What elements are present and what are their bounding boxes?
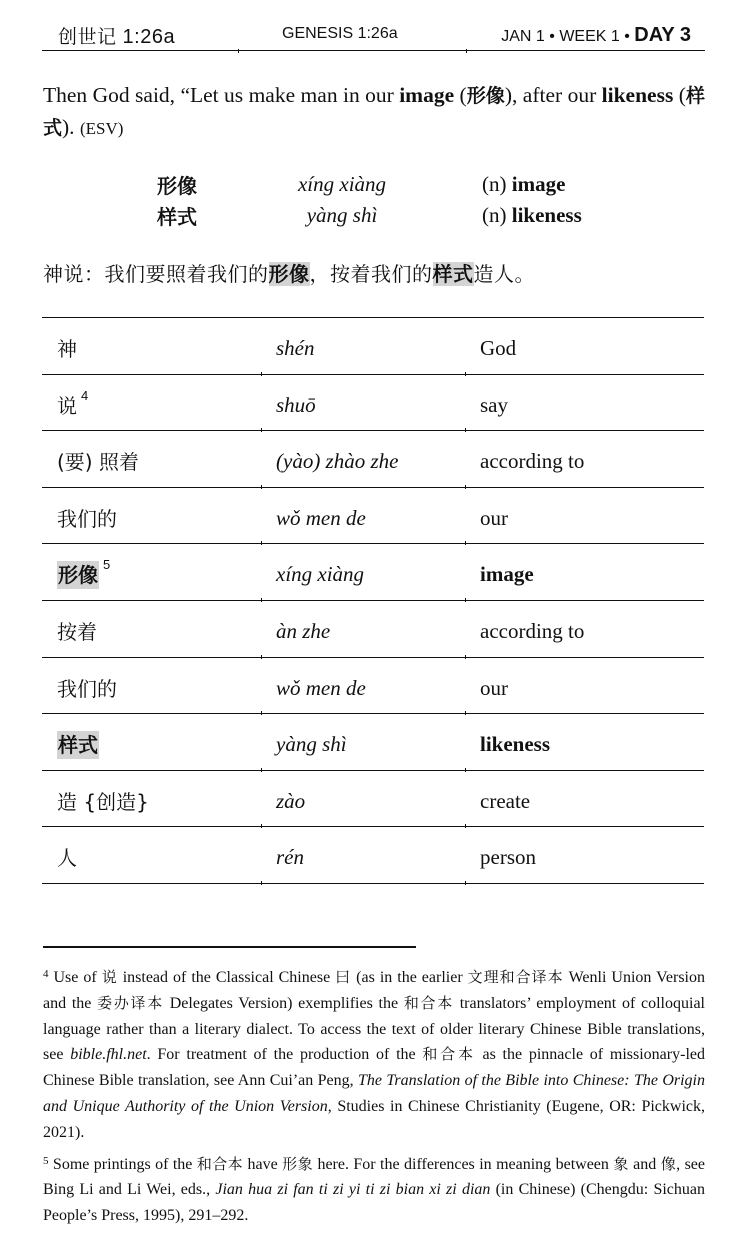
fn-cjk: 和合本	[196, 1154, 244, 1173]
version-label: (ESV)	[79, 119, 124, 138]
keyword-image-zh: 形像	[466, 85, 505, 107]
vocab-item	[157, 170, 617, 201]
table-row	[42, 431, 704, 488]
fn-cjk: 委办译本	[97, 993, 165, 1012]
fn-cjk: 形象	[282, 1154, 314, 1173]
vocab-definition	[482, 172, 565, 197]
cell-english: according to	[480, 618, 585, 643]
table-row	[42, 714, 704, 771]
hanzi: 神	[57, 337, 77, 361]
footnote-ref[interactable]: 5	[103, 557, 111, 573]
hanzi: 我们的	[57, 506, 117, 531]
table-row	[42, 488, 704, 545]
cell-pinyin: zào	[276, 788, 306, 813]
table-row	[42, 318, 704, 375]
cell-english: our	[480, 505, 508, 530]
cell-hanzi	[57, 729, 99, 758]
footnotes	[43, 965, 705, 1235]
footnote-ref[interactable]: 4	[81, 387, 89, 403]
fn-cjk: 像	[660, 1154, 677, 1173]
verse-chinese	[43, 258, 535, 287]
fn-link[interactable]: bible.fhl.net	[70, 1046, 147, 1064]
fn-text: and	[628, 1155, 661, 1173]
vocab-pinyin: yàng shì	[306, 203, 378, 227]
header-divider-tick	[238, 49, 239, 53]
verse-zh-text: 神说：我们要照着我们的	[43, 262, 269, 286]
fn-book-title: The Translation of the Bible into Chinese: The Origin and Unique Authority of the Union Version	[43, 1072, 705, 1115]
cell-english: say	[480, 392, 508, 417]
fn-cjk: 说	[101, 968, 118, 986]
verse-zh-text: ，按着我们的	[309, 262, 433, 286]
fn-cjk: 文理和合译本	[467, 968, 564, 986]
fn-cjk: 曰	[335, 968, 352, 986]
verse-text: (	[454, 83, 467, 107]
fn-text: , Studies in Chinese Christianity (Eugene, OR: Pickwick, 2021).	[43, 1097, 705, 1141]
verse-text: ).	[62, 115, 80, 139]
cell-pinyin: xíng xiàng	[276, 562, 365, 587]
fn-text: as the pinnacle of missionary-led Chinese Bible translation, see Ann Cui’an Peng,	[43, 1046, 705, 1090]
cell-english: our	[480, 675, 508, 700]
cell-pinyin: (yào) zhào zhe	[276, 449, 399, 474]
fn-text: Use of	[48, 969, 102, 986]
cell-pinyin: yàng shì	[276, 732, 347, 757]
fn-text: translators’ employment of colloquial language rather than a literary dialect. To access the text of older literary Chinese Bible translations, see	[43, 994, 705, 1064]
cell-hanzi	[57, 503, 117, 532]
column-tick	[465, 881, 466, 885]
keyword-image: image	[399, 83, 455, 107]
cell-hanzi	[57, 446, 139, 475]
footnote-number: 5	[43, 1154, 49, 1167]
vocab-definition	[482, 203, 582, 228]
highlight-image: 形像	[268, 262, 310, 286]
fn-text: Delegates Version) exemplifies the	[164, 994, 404, 1012]
cell-english: person	[480, 845, 536, 870]
table-row	[42, 658, 704, 715]
cell-pinyin: rén	[276, 845, 304, 870]
vocab-list	[157, 170, 617, 232]
cell-pinyin: shuō	[276, 392, 316, 417]
cell-hanzi	[57, 842, 77, 871]
table-row	[42, 771, 704, 828]
hanzi: 说	[57, 393, 77, 418]
header-date	[501, 24, 691, 47]
cell-hanzi	[57, 387, 89, 419]
vocab-english: likeness	[511, 203, 582, 227]
table-row	[42, 827, 704, 884]
keyword-likeness: likeness	[601, 83, 674, 107]
footnote-separator	[43, 946, 416, 948]
highlight-likeness: 样式	[432, 262, 474, 286]
hanzi: 我们的	[57, 676, 117, 701]
fn-text: instead of the Classical Chinese	[117, 969, 336, 986]
day-label: DAY 3	[634, 24, 691, 46]
verse-text: Then God said, “Let us make man in our	[43, 83, 400, 107]
cell-hanzi	[57, 616, 97, 645]
verse-text: (	[673, 83, 686, 107]
cell-english: create	[480, 788, 531, 813]
cell-hanzi	[57, 333, 77, 362]
table-row	[42, 375, 704, 432]
part-of-speech: (n)	[482, 203, 512, 227]
fn-cjk: 象	[613, 1154, 629, 1173]
table-row	[42, 544, 704, 601]
cell-hanzi	[57, 673, 117, 702]
cell-hanzi	[57, 786, 149, 815]
part-of-speech: (n)	[482, 172, 512, 196]
fn-text: here. For the differences in meaning between	[313, 1155, 614, 1173]
hanzi: 人	[57, 846, 77, 871]
header-center-ref: GENESIS 1:26a	[282, 25, 398, 42]
cell-pinyin: wǒ men de	[276, 675, 366, 700]
header-book-ref	[58, 22, 175, 49]
cell-english: likeness	[480, 732, 551, 757]
footnote-number: 4	[43, 968, 49, 980]
cell-english: image	[480, 562, 534, 587]
footnote-5	[43, 1152, 705, 1229]
header-divider-tick	[466, 49, 467, 53]
cell-pinyin: shén	[276, 336, 315, 360]
highlighted-hanzi: 形像	[58, 563, 98, 588]
fn-text: have	[243, 1155, 283, 1173]
vocab-hanzi: 样式	[157, 205, 197, 229]
cell-english: God	[480, 336, 517, 360]
verse-text: ), after our	[504, 83, 602, 107]
cell-english: according to	[480, 449, 585, 474]
fn-text: (in Chinese) (Chengdu: Sichuan People’s Press, 1995), 291–292.	[43, 1181, 705, 1225]
vocab-english: image	[511, 172, 566, 196]
cell-pinyin: àn zhe	[276, 618, 331, 643]
column-tick	[261, 881, 262, 885]
verse-english	[43, 80, 705, 144]
fn-text: Wenli Union Version and the	[43, 969, 705, 1012]
fn-cjk: 和合本	[422, 1045, 476, 1064]
book-title-zh: 创世记	[58, 26, 117, 48]
vocab-item	[157, 201, 617, 232]
hanzi: 按着	[57, 619, 97, 644]
fn-text: . For treatment of the production of the	[146, 1046, 423, 1064]
verse-ref: 1:26a	[122, 26, 176, 48]
cell-pinyin: wǒ men de	[276, 505, 366, 530]
keyword-likeness-zh: 样式	[43, 85, 705, 139]
fn-text: Some printings of the	[48, 1155, 197, 1173]
running-header	[42, 18, 705, 51]
vocab-hanzi: 形像	[157, 174, 197, 198]
cell-hanzi	[57, 559, 110, 588]
date-week: JAN 1 • WEEK 1 •	[501, 28, 630, 45]
fn-cjk: 和合本	[403, 993, 455, 1012]
table-row	[42, 601, 704, 658]
footnote-4	[43, 965, 705, 1146]
fn-text: (as in the earlier	[351, 969, 468, 986]
fn-book-title: Jian hua zi fan ti zi yi ti zi bian xi zi dian	[215, 1181, 491, 1199]
verse-zh-text: 造人。	[473, 262, 535, 286]
hanzi: 造 {创造}	[57, 789, 149, 814]
hanzi: (要) 照着	[57, 450, 139, 475]
highlighted-hanzi: 样式	[58, 733, 98, 758]
fn-text: , see Bing Li and Li Wei, eds.,	[43, 1155, 705, 1199]
vocab-pinyin: xíng xiàng	[297, 172, 387, 196]
gloss-table	[42, 317, 704, 884]
